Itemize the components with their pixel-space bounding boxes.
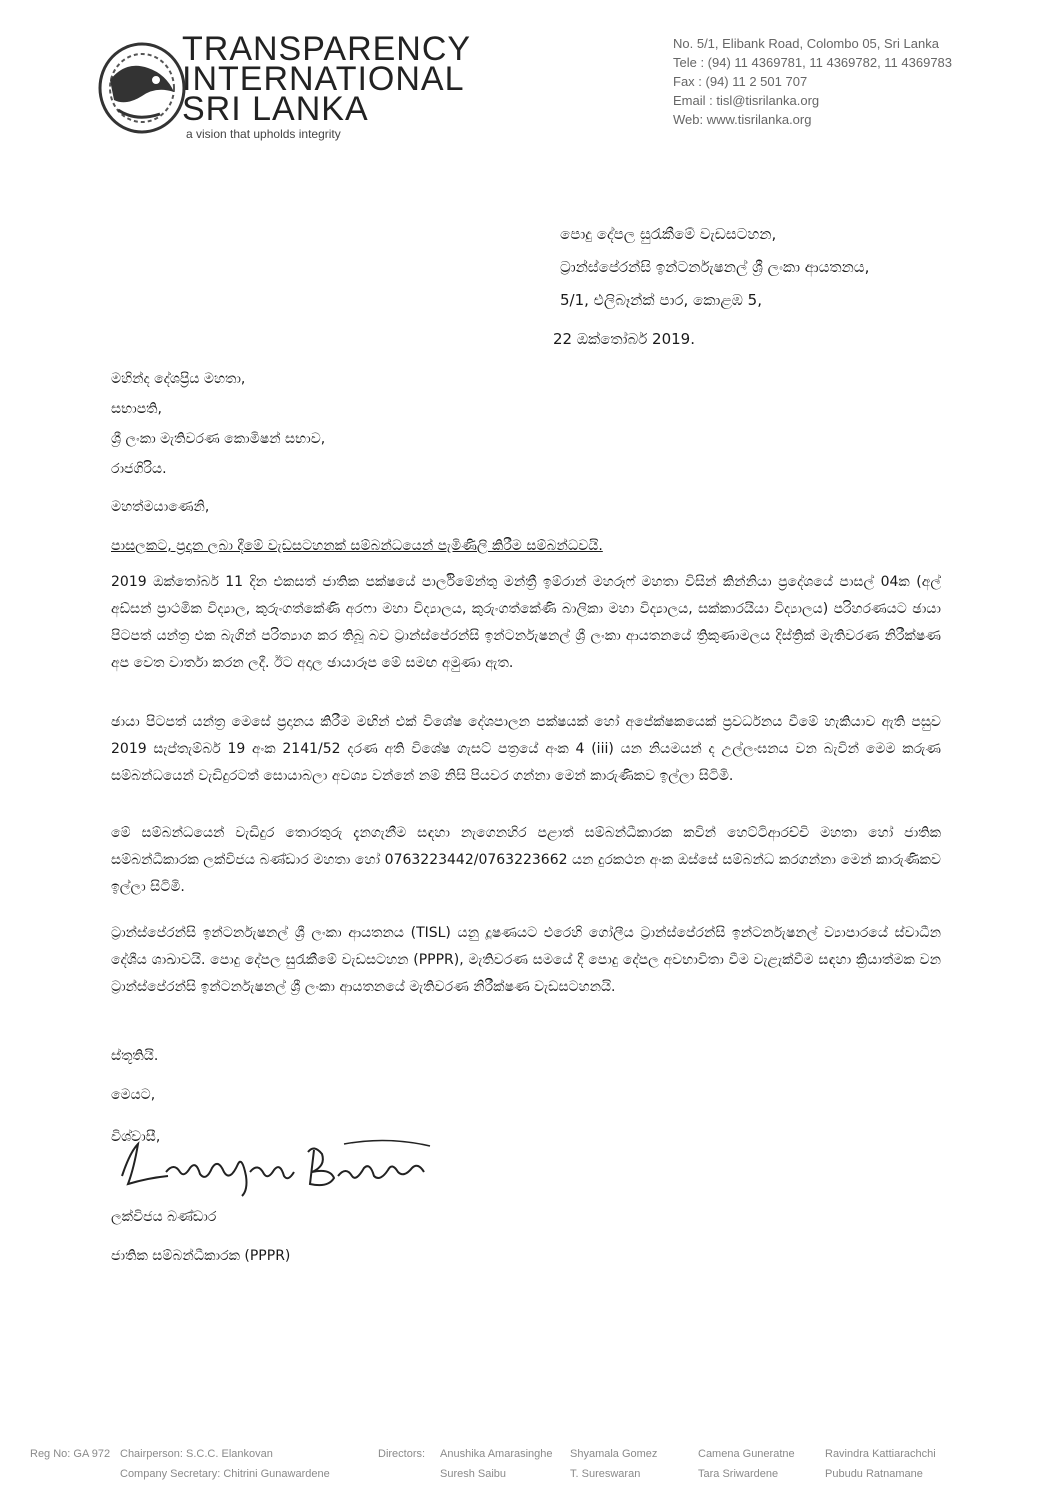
- footer-directors-label: Directors:: [378, 1448, 426, 1460]
- footer-director: Shyamala Gomez: [570, 1448, 658, 1460]
- footer-director: Pubudu Ratnamane: [825, 1468, 923, 1480]
- sender-line: ට්‍රාන්ස්පේරන්සි ඉන්ටර්නැෂනල් ශ්‍රී ලංකා ආයතනය,: [560, 258, 870, 276]
- footer-company-secretary: Company Secretary: Chitrini Gunawardene: [120, 1468, 330, 1480]
- footer-director: Ravindra Kattiarachchi: [825, 1448, 936, 1460]
- organization-name: [182, 30, 472, 128]
- footer-director: Camena Guneratne: [698, 1448, 795, 1460]
- org-name-line1: TRANSPARENCY: [182, 30, 472, 68]
- footer-director: Tara Sriwardene: [698, 1468, 779, 1480]
- closing-thanks: ස්තූතියි.: [111, 1048, 159, 1064]
- letter-date: 22 ඔක්තෝබර් 2019.: [553, 330, 695, 348]
- subject-line: පාසලකට, ප්‍රදාන ලබා දීමේ වැඩසටහනක් සම්බන්ධයෙන් පැමිණිලි කිරීම සම්බන්ධවයි.: [111, 538, 603, 554]
- handwritten-signature: [108, 1132, 438, 1200]
- org-email: Email : tisl@tisrilanka.org: [673, 93, 820, 108]
- tisl-logo-icon: [96, 40, 188, 136]
- footer-director: Suresh Saibu: [440, 1468, 507, 1480]
- body-paragraph-4: ට්‍රාන්ස්පේරන්සි ඉන්ටර්නැෂනල් ශ්‍රී ලංකා ආයතනය (TISL) යනු දූෂණයට එරෙහි ගෝලීය ට්‍රාන්ස්පේරන්සි ඉන්ටර්නැෂනල් ව්‍යාපාරයේ ස්වාධීන දේශීය ශාඛාවයි. පොදු දේපල සුරැකීමේ වැඩසටහන (PPPR), මැතිවරණ සමයේ දී පොදු දේපල අවභාවිතා වීම වැළැක්වීම සඳහා ක්‍රියාත්මක වන ට්‍රාන්ස්පේරන්සි ඉන්ටර්නැෂනල් ශ්‍රී ලංකා ආයතනයේ මැතිවරණ නිරීක්ෂණ වැඩසටහනයි.: [111, 925, 941, 995]
- signer-title: ජාතික සම්බන්ධීකාරක (PPPR): [111, 1248, 291, 1264]
- closing-yours: මෙයට,: [111, 1087, 156, 1103]
- recipient-line: ශ්‍රී ලංකා මැතිවරණ කොමිෂන් සභාව,: [111, 431, 326, 447]
- recipient-line: රාජගිරිය.: [111, 461, 167, 477]
- footer-director: T. Sureswaran: [570, 1468, 641, 1480]
- salutation: මහත්මයාණෙනි,: [111, 499, 210, 515]
- recipient-address: [111, 364, 325, 484]
- org-telephone: Tele : (94) 11 4369781, 11 4369782, 11 4369783: [673, 55, 953, 70]
- footer-registration: Reg No: GA 972: [30, 1448, 111, 1460]
- closing-faithfully: විශ්වාසී,: [111, 1129, 161, 1145]
- sender-line: පොදු දේපල සුරැකීමේ වැඩසටහන,: [560, 225, 777, 243]
- sender-address: [560, 218, 869, 317]
- footer-chairperson: Chairperson: S.C.C. Elankovan: [120, 1448, 273, 1460]
- body-paragraph-3: මේ සම්බන්ධයෙන් වැඩිදුර තොරතුරු දැනගැනීම සඳහා නැගෙනහිර පළාත් සම්බන්ධීකාරක කවින් හෙට්ටිආරච්චි මහතා හෝ ජාතික සම්බන්ධීකාරක ලක්විජය බණ්ඩාර මහතා හෝ 0763223442/0763223662 යන දුරකථන අංක ඔස්සේ සම්බන්ධ කරගන්නා මෙන් කාරුණිකව ඉල්ලා සිටිමි.: [111, 825, 941, 895]
- org-address: No. 5/1, Elibank Road, Colombo 05, Sri Lanka: [673, 36, 939, 51]
- body-paragraph-1: 2019 ඔක්තෝබර් 11 දින එකසත් ජාතික පක්ෂයේ පාර්ලිමේන්තු මන්ත්‍රී ඉම්රාන් මහරූෆ් මහතා විසින් කින්නියා ප්‍රදේශයේ පාසල් 04ක (අල් අඩ්සන් ප්‍රාථමික විද්‍යාල, කුරුංගත්කේණි අරෆා මහා විද්‍යාලය, කුරුංගත්කේණි බාලිකා මහා විද්‍යාලය, සක්කාරයියා විද්‍යාලය) පරිහරණයට ඡායා පිටපත් යන්ත්‍ර එක බැගින් පරිත්‍යාග කර තිබූ බව ට්‍රාන්ස්පේරන්සි ඉන්ටර්නැෂනල් ශ්‍රී ලංකා ආයතනයේ ත්‍රිකුණාමලය දිස්ත්‍රික් මැතිවරණ නිරීක්ෂණ අප වෙත වාර්තා කරන ලදී. ඊට අදාල ඡායාරූප මේ සමඟ අමුණා ඇත.: [111, 574, 941, 671]
- org-name-line3: SRI LANKA: [182, 90, 369, 128]
- org-fax: Fax : (94) 11 2 501 707: [673, 74, 808, 89]
- org-name-line2: INTERNATIONAL: [182, 60, 465, 98]
- recipient-line: මහින්ද දේශප්‍රිය මහතා,: [111, 371, 246, 387]
- org-website: Web: www.tisrilanka.org: [673, 112, 812, 127]
- contact-block: [673, 34, 952, 129]
- sender-line: 5/1, එලිබෑන්ක් පාර, කොළඹ 5,: [560, 291, 762, 309]
- recipient-line: සභාපති,: [111, 401, 162, 417]
- org-tagline: a vision that upholds integrity: [186, 127, 341, 141]
- footer-director: Anushika Amarasinghe: [440, 1448, 553, 1460]
- body-paragraph-2: ඡායා පිටපත් යන්ත්‍ර මෙසේ ප්‍රදානය කිරීම මඟින් එක් විශේෂ දේශපාලන පක්ෂයක් හෝ අපේක්ෂකයෙක් ප්‍රවර්ධනය වීමේ හැකියාව ඇති පසුව 2019 සැප්තැම්බර් 19 අංක 2141/52 දරණ අති විශේෂ ගැසට් පත්‍රයේ අංක 4 (iii) යන නියමයන් ද උල්ලංඝනය වන බැවින් මෙම කරුණ සම්බන්ධයෙන් වැඩිදුරටත් සොයාබලා අවශ්‍ය වන්නේ නම් නිසි පියවර ගන්නා මෙන් කාරුණිකව ඉල්ලා සිටිමි.: [111, 714, 941, 784]
- signer-name: ලක්විජය බණ්ඩාර: [111, 1209, 217, 1225]
